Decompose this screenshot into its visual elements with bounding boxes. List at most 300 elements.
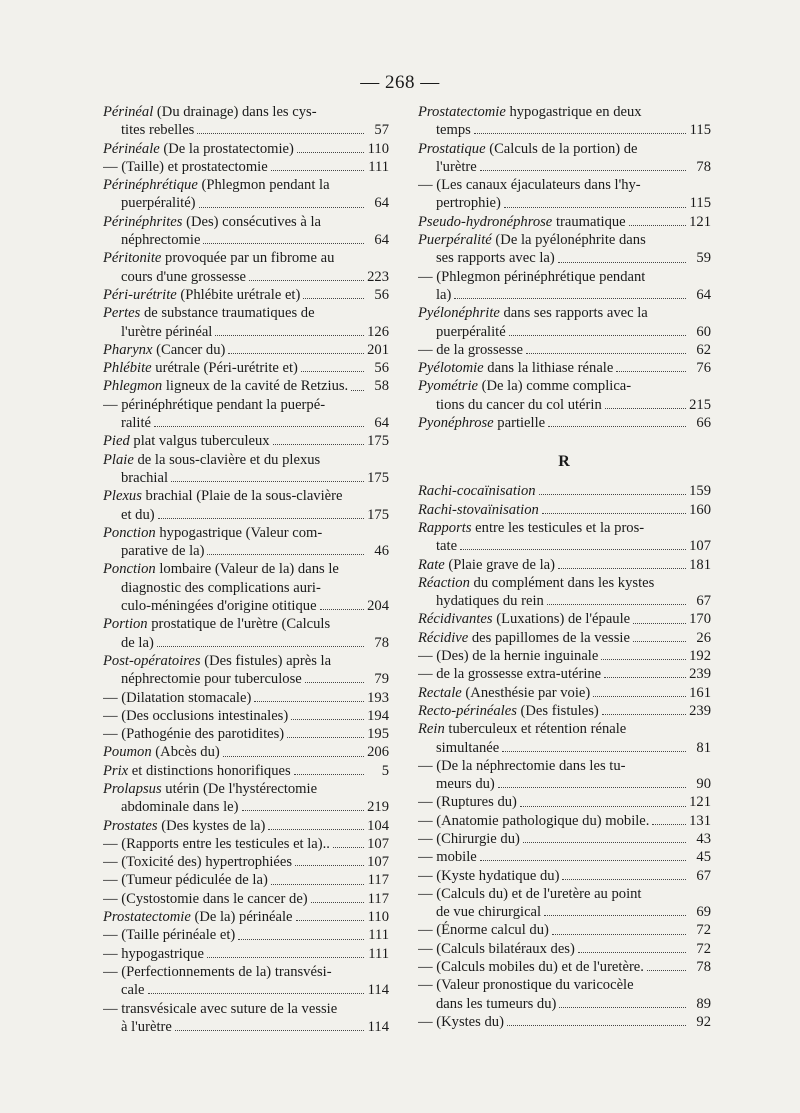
entry-text <box>121 121 194 139</box>
entry-description: néphrectomie <box>121 232 201 249</box>
entry-description: et distinctions honorifiques <box>128 762 291 779</box>
page-reference: 89 <box>696 995 711 1012</box>
index-line <box>103 780 389 798</box>
leader-dots <box>558 567 686 569</box>
leader-dots <box>199 206 364 208</box>
entry-term: Pertes <box>103 305 141 322</box>
entry-description: abdominale dans le) <box>121 799 239 816</box>
index-line <box>103 213 389 231</box>
entry-term: Post-opératoires <box>103 652 201 669</box>
index-line <box>103 304 389 322</box>
entry-description: temps <box>436 122 471 139</box>
entry-description: dans les tumeurs du) <box>436 995 557 1012</box>
index-line <box>103 743 389 761</box>
entry-text <box>418 610 630 628</box>
entry-description: de la sous-clavière et du plexus <box>133 451 321 468</box>
index-column-right <box>418 103 711 1031</box>
entry-description: cale <box>121 982 145 999</box>
leader-dots <box>547 603 686 605</box>
entry-text <box>103 140 294 158</box>
index-line <box>418 121 711 139</box>
page-reference: 195 <box>367 726 389 743</box>
page-reference: 161 <box>689 684 711 701</box>
index-line <box>418 249 711 267</box>
index-line <box>103 359 389 377</box>
entry-description: — (Les canaux éjaculateurs dans l'hy- <box>418 177 641 194</box>
leader-dots <box>633 622 686 624</box>
index-line <box>103 542 389 560</box>
index-line <box>418 359 711 377</box>
entry-description: l'urètre <box>436 158 477 175</box>
index-entry <box>103 286 389 304</box>
leader-dots <box>171 480 364 482</box>
entry-description: tate <box>436 538 458 555</box>
entry-text <box>103 817 265 835</box>
entry-text <box>418 885 642 903</box>
index-line <box>418 482 711 500</box>
entry-term: Périnéphrites <box>103 213 183 230</box>
entry-term: Rapports <box>418 519 472 536</box>
entry-description: parative de la) <box>121 543 205 560</box>
entry-term: Prostatectomie <box>103 909 191 926</box>
index-line <box>418 377 711 395</box>
index-line <box>103 817 389 835</box>
index-line <box>103 908 389 926</box>
leader-dots <box>593 695 686 697</box>
entry-text <box>103 487 342 505</box>
page-reference: 215 <box>689 396 711 413</box>
page-reference: 104 <box>367 817 389 834</box>
index-entry <box>418 176 711 213</box>
entry-text <box>103 176 330 194</box>
page-reference: 43 <box>696 830 711 847</box>
leader-dots <box>157 645 364 647</box>
index-entry <box>418 359 711 377</box>
index-entry <box>103 359 389 377</box>
index-entry <box>418 231 711 268</box>
entry-text <box>418 1013 504 1031</box>
entry-text <box>103 451 320 469</box>
index-entry <box>103 725 389 743</box>
index-entry <box>418 140 711 177</box>
entry-text <box>436 775 495 793</box>
page-reference: 64 <box>374 195 389 212</box>
entry-description: la) <box>436 286 452 303</box>
entry-text <box>121 194 196 212</box>
entry-description: (Des fistules) <box>516 702 599 719</box>
index-entry <box>418 501 711 519</box>
index-entry <box>103 743 389 761</box>
leader-dots <box>305 681 364 683</box>
entry-text <box>418 482 536 500</box>
entry-text <box>436 323 506 341</box>
entry-term: Phlébite <box>103 360 152 377</box>
page-reference: 62 <box>696 341 711 358</box>
index-line <box>418 556 711 574</box>
entry-text <box>103 762 291 780</box>
entry-term: Phlegmon <box>103 378 163 395</box>
page-reference: 193 <box>367 689 389 706</box>
index-entry <box>103 103 389 140</box>
entry-description: pertrophie) <box>436 195 501 212</box>
entry-description: des papillomes de la vessie <box>468 629 630 646</box>
page-number: — 268 — <box>360 72 440 93</box>
leader-dots <box>287 736 364 738</box>
entry-description: — (Anatomie pathologique du) mobile. <box>418 812 650 829</box>
entry-description: — (Valeur pronostique du varicocèle <box>418 977 634 994</box>
index-line <box>103 560 389 578</box>
index-line <box>103 725 389 743</box>
entry-description: ses rapports avec la) <box>436 250 555 267</box>
entry-text <box>103 743 220 761</box>
page-reference: 57 <box>374 122 389 139</box>
index-line <box>418 684 711 702</box>
leader-dots <box>502 750 686 752</box>
index-line <box>103 487 389 505</box>
index-entry <box>418 684 711 702</box>
entry-term: Puerpéralité <box>418 232 492 249</box>
index-entry <box>103 377 389 395</box>
leader-dots <box>544 914 686 916</box>
entry-description: — (De la néphrectomie dans les tu- <box>418 757 626 774</box>
leader-dots <box>175 1029 364 1031</box>
index-entry <box>418 812 711 830</box>
entry-description: cours d'une grossesse <box>121 268 247 285</box>
index-line <box>418 848 711 866</box>
index-line <box>103 286 389 304</box>
page-reference: 114 <box>367 1018 389 1035</box>
leader-dots <box>203 242 364 244</box>
index-entry <box>103 963 389 1000</box>
index-line <box>418 268 711 286</box>
index-line <box>418 976 711 994</box>
entry-term: Portion <box>103 616 148 633</box>
entry-description: dans la lithiase rénale <box>483 360 614 377</box>
leader-dots <box>301 370 364 372</box>
entry-term: Prostatectomie <box>418 104 506 120</box>
index-line <box>103 377 389 395</box>
index-line <box>418 812 711 830</box>
page-reference: 56 <box>374 360 389 377</box>
page-reference: 59 <box>696 250 711 267</box>
index-entry <box>103 341 389 359</box>
page-reference: 126 <box>367 323 389 340</box>
index-line <box>418 286 711 304</box>
entry-text <box>418 848 477 866</box>
entry-text <box>418 176 641 194</box>
index-entry <box>103 817 389 835</box>
index-line <box>103 981 389 999</box>
index-line <box>418 396 711 414</box>
page-reference: 58 <box>374 378 389 395</box>
index-line <box>418 629 711 647</box>
leader-dots <box>616 370 686 372</box>
index-line <box>103 194 389 212</box>
entry-text <box>103 158 268 176</box>
entry-description: — (Cystostomie dans le cancer de) <box>103 890 308 907</box>
entry-text <box>436 286 451 304</box>
index-line <box>418 775 711 793</box>
entry-description: tions du cancer du col utérin <box>436 396 602 413</box>
page-reference: 110 <box>367 140 389 157</box>
index-line <box>103 634 389 652</box>
entry-text <box>103 213 321 231</box>
entry-text <box>121 469 168 487</box>
entry-description: — (Toxicité des) hypertrophiées <box>103 854 293 871</box>
index-line <box>103 268 389 286</box>
entry-text <box>418 812 649 830</box>
index-line <box>418 720 711 738</box>
entry-term: Périnéale <box>103 140 160 157</box>
entry-description: (De la pyélonéphrite dans <box>491 232 646 249</box>
entry-text <box>103 286 300 304</box>
index-entry <box>103 762 389 780</box>
leader-dots <box>351 389 364 391</box>
entry-text <box>418 103 642 121</box>
entry-description: — (Phlegmon périnéphrétique pendant <box>418 268 646 285</box>
entry-text <box>418 359 613 377</box>
entry-description: brachial <box>121 469 168 486</box>
leader-dots <box>539 493 686 495</box>
entry-description: (De la) périnéale <box>190 909 293 926</box>
entry-description: à l'urètre <box>121 1018 172 1035</box>
leader-dots <box>197 132 364 134</box>
entry-text <box>103 1000 337 1018</box>
leader-dots <box>558 261 686 263</box>
index-entry <box>418 848 711 866</box>
entry-text <box>436 396 602 414</box>
index-line <box>103 176 389 194</box>
index-entry <box>418 665 711 683</box>
entry-text <box>103 560 339 578</box>
index-line <box>103 798 389 816</box>
leader-dots <box>559 1006 686 1008</box>
index-column-left <box>103 103 389 1036</box>
page-reference: 60 <box>696 323 711 340</box>
entry-text <box>436 592 544 610</box>
entry-text <box>418 414 545 432</box>
leader-dots <box>271 169 364 171</box>
leader-dots <box>311 901 364 903</box>
entry-term: Périnéal <box>103 104 154 120</box>
index-line <box>418 665 711 683</box>
index-entry <box>103 487 389 524</box>
entry-description: puerpéralité <box>436 323 506 340</box>
entry-term: Pseudo-hydronéphrose <box>418 213 553 230</box>
entry-text <box>121 268 246 286</box>
page-reference: 223 <box>367 268 389 285</box>
page-reference: 175 <box>367 506 389 523</box>
page-reference: 69 <box>696 904 711 921</box>
index-entry <box>418 867 711 885</box>
entry-description: (Des fistules) après la <box>200 652 332 669</box>
index-entry <box>103 689 389 707</box>
entry-description: tuberculeux et rétention rénale <box>444 721 627 738</box>
entry-term: Prolapsus <box>103 780 162 797</box>
index-line <box>418 958 711 976</box>
entry-text <box>418 377 631 395</box>
page-reference: 76 <box>696 360 711 377</box>
entry-text <box>418 556 555 574</box>
entry-description: entre les testicules et la pros- <box>471 519 645 536</box>
index-line <box>418 867 711 885</box>
page-reference: 194 <box>367 707 389 724</box>
page-reference: 107 <box>367 854 389 871</box>
entry-text <box>103 707 288 725</box>
index-entry <box>103 652 389 689</box>
index-line <box>103 762 389 780</box>
index-line <box>418 830 711 848</box>
entry-description: — (Kystes du) <box>418 1013 504 1030</box>
entry-description: de la) <box>121 634 154 651</box>
entry-description: provoquée par un fibrome au <box>161 250 335 267</box>
entry-description: (Phlegmon pendant la <box>197 177 330 194</box>
index-line <box>418 757 711 775</box>
page-reference: 159 <box>689 483 711 500</box>
index-line <box>103 140 389 158</box>
leader-dots <box>249 279 364 281</box>
page-reference: 64 <box>374 415 389 432</box>
index-entry <box>418 213 711 231</box>
entry-text <box>103 304 315 322</box>
entry-description: (Abcès du) <box>151 744 220 761</box>
index-entry <box>103 1000 389 1037</box>
page-reference: 121 <box>689 213 711 230</box>
page-reference: 175 <box>367 433 389 450</box>
entry-text <box>418 684 590 702</box>
page-reference: 67 <box>696 867 711 884</box>
entry-text <box>103 835 330 853</box>
index-line <box>103 506 389 524</box>
entry-description: — (Tumeur pédiculée de la) <box>103 872 268 889</box>
index-entry <box>418 885 711 922</box>
index-line <box>418 574 711 592</box>
entry-term: Plexus <box>103 488 142 505</box>
index-entry <box>418 414 711 432</box>
page-reference: 78 <box>374 634 389 651</box>
index-line <box>418 995 711 1013</box>
page-reference: 26 <box>696 629 711 646</box>
entry-text <box>418 976 634 994</box>
entry-term: Rachi-stovaïnisation <box>418 501 539 518</box>
index-line <box>103 1000 389 1018</box>
index-entry <box>418 921 711 939</box>
entry-term: Rachi-cocaïnisation <box>418 483 536 500</box>
page-reference: 5 <box>381 762 389 779</box>
entry-text <box>103 689 251 707</box>
entry-term: Prostatique <box>418 140 486 157</box>
entry-text <box>418 629 630 647</box>
leader-dots <box>296 919 365 921</box>
entry-term: Péritonite <box>103 250 162 267</box>
index-line <box>103 524 389 542</box>
page-reference: 170 <box>689 611 711 628</box>
index-line <box>103 926 389 944</box>
index-line <box>103 835 389 853</box>
leader-dots <box>504 206 686 208</box>
entry-description: du complément dans les kystes <box>469 574 655 591</box>
entry-description: utérin (De l'hystérectomie <box>161 780 318 797</box>
page-reference: 81 <box>696 739 711 756</box>
entry-description: néphrectomie pour tuberculose <box>121 671 302 688</box>
entry-description: l'urètre périnéal <box>121 323 213 340</box>
entry-text <box>418 304 648 322</box>
entry-description: — (Des occlusions intestinales) <box>103 707 289 724</box>
index-entry <box>418 574 711 611</box>
leader-dots <box>228 352 364 354</box>
entry-term: Prix <box>103 762 129 779</box>
entry-text <box>103 853 292 871</box>
entry-description: meurs du) <box>436 776 495 793</box>
entry-description: de substance traumatiques de <box>140 305 315 322</box>
entry-description: — (Des) de la hernie inguinale <box>418 648 599 665</box>
entry-text <box>418 341 523 359</box>
leader-dots <box>520 805 686 807</box>
page-reference: 219 <box>367 799 389 816</box>
entry-text <box>418 519 644 537</box>
entry-text <box>103 103 317 121</box>
index-entry <box>418 958 711 976</box>
index-entry <box>418 556 711 574</box>
entry-text <box>103 615 330 633</box>
index-line <box>103 615 389 633</box>
index-entry <box>418 647 711 665</box>
entry-text <box>121 634 154 652</box>
entry-text <box>121 1018 172 1036</box>
entry-text <box>103 432 270 450</box>
index-entry <box>103 780 389 817</box>
entry-text <box>418 268 645 286</box>
entry-text <box>103 652 331 670</box>
leader-dots <box>526 352 686 354</box>
index-entry <box>103 560 389 615</box>
entry-term: Pied <box>103 433 130 450</box>
page-reference: 107 <box>689 538 711 555</box>
index-entry <box>418 482 711 500</box>
entry-description: traumatique <box>552 213 626 230</box>
page-reference: 204 <box>367 598 389 615</box>
page-reference: 111 <box>368 158 389 175</box>
index-line <box>418 592 711 610</box>
leader-dots <box>509 334 686 336</box>
entry-description: et du) <box>121 506 155 523</box>
index-line <box>418 323 711 341</box>
index-line <box>103 451 389 469</box>
page-reference: 45 <box>696 849 711 866</box>
leader-dots <box>552 933 686 935</box>
index-entry <box>418 976 711 1013</box>
entry-text <box>436 995 556 1013</box>
index-line <box>103 396 389 414</box>
leader-dots <box>333 846 364 848</box>
entry-description: plat valgus tuberculeux <box>129 433 270 450</box>
entry-text <box>103 396 325 414</box>
entry-text <box>121 597 317 615</box>
page-reference: 110 <box>367 909 389 926</box>
entry-term: Péri-urétrite <box>103 286 177 303</box>
leader-dots <box>647 969 686 971</box>
section-letter: R <box>558 453 571 471</box>
entry-description: — hypogastrique <box>103 945 204 962</box>
entry-description: — mobile <box>418 849 477 866</box>
leader-dots <box>223 755 364 757</box>
index-line <box>103 871 389 889</box>
index-entry <box>103 304 389 341</box>
page-reference: 107 <box>367 835 389 852</box>
index-line <box>103 597 389 615</box>
entry-text <box>436 121 471 139</box>
leader-dots <box>291 718 364 720</box>
